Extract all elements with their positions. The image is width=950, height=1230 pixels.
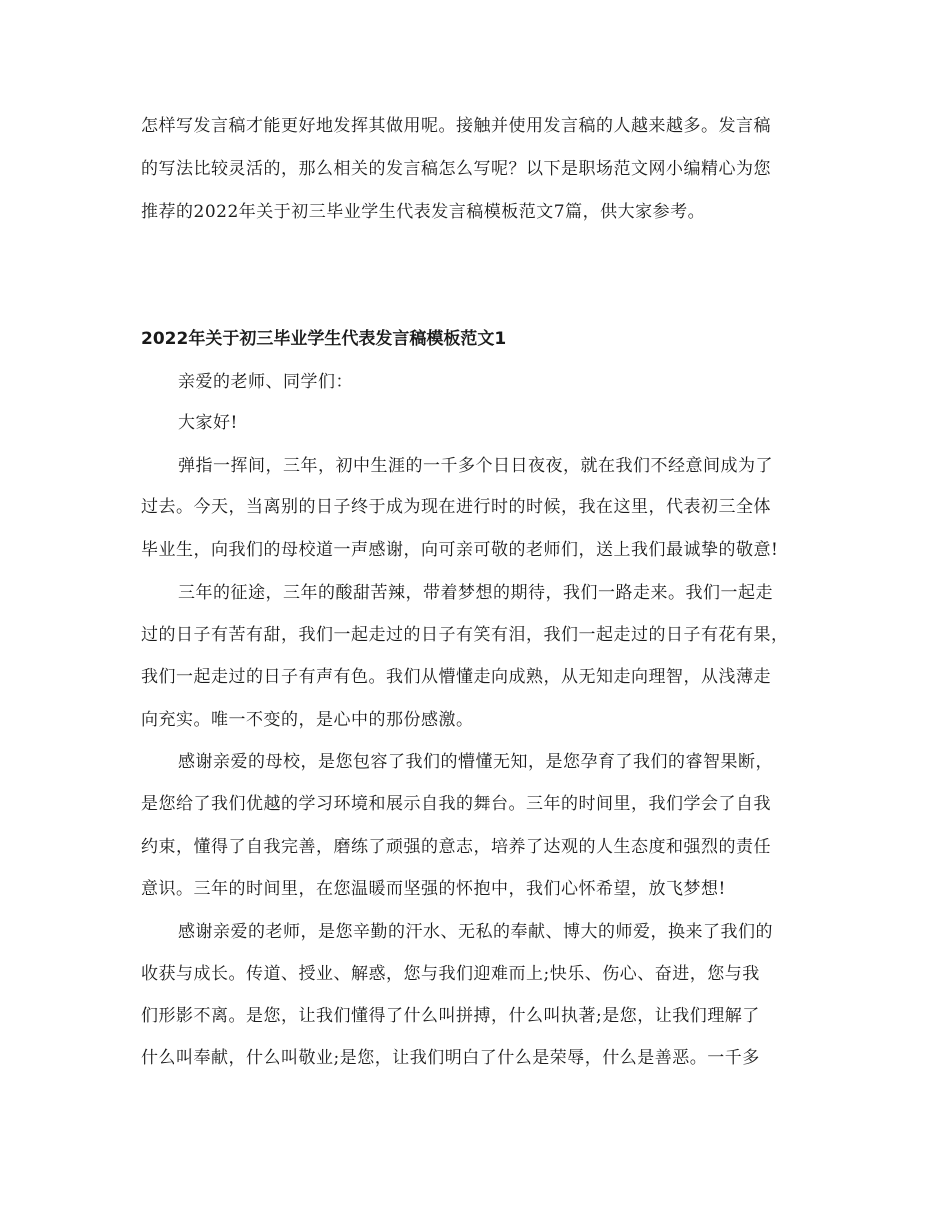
- salutation: 亲爱的老师、同学们：: [178, 372, 353, 392]
- intro-line-3: 推荐的2022年关于初三毕业学生代表发言稿模板范文7篇，供大家参考。: [141, 202, 706, 222]
- greeting: 大家好!: [178, 413, 238, 433]
- intro-line-2: 的写法比较灵活的，那么相关的发言稿怎么写呢？以下是职场范文网小编精心为您: [141, 159, 771, 179]
- body-line-12: 感谢亲爱的老师，是您辛勤的汗水、无私的奉献、博大的师爱，换来了我们的: [178, 922, 773, 942]
- body-line-14: 们形影不离。是您，让我们懂得了什么叫拼搏，什么叫执著;是您，让我们理解了: [141, 1006, 760, 1026]
- body-line-10: 约束，懂得了自我完善，磨练了顽强的意志，培养了达观的人生态度和强烈的责任: [141, 837, 771, 857]
- body-line-1: 弹指一挥间，三年，初中生涯的一千多个日日夜夜，就在我们不经意间成为了: [178, 456, 773, 476]
- body-line-11: 意识。三年的时间里，在您温暖而坚强的怀抱中，我们心怀希望，放飞梦想!: [141, 879, 726, 899]
- body-line-2: 过去。今天，当离别的日子终于成为现在进行时的时候，我在这里，代表初三全体: [141, 497, 771, 517]
- intro-line-1: 怎样写发言稿才能更好地发挥其做用呢。接触并使用发言稿的人越来越多。发言稿: [141, 116, 771, 136]
- body-line-3: 毕业生，向我们的母校道一声感谢，向可亲可敬的老师们，送上我们最诚挚的敬意!: [141, 540, 779, 560]
- body-line-13: 收获与成长。传道、授业、解惑，您与我们迎难而上;快乐、伤心、奋进，您与我: [141, 964, 760, 984]
- body-line-15: 什么叫奉献，什么叫敬业;是您，让我们明白了什么是荣辱，什么是善恶。一千多: [141, 1048, 760, 1068]
- body-line-9: 是您给了我们优越的学习环境和展示自我的舞台。三年的时间里，我们学会了自我: [141, 794, 771, 814]
- body-line-6: 我们一起走过的日子有声有色。我们从懵懂走向成熟，从无知走向理智，从浅薄走: [141, 667, 771, 687]
- body-line-5: 过的日子有苦有甜，我们一起走过的日子有笑有泪，我们一起走过的日子有花有果，: [141, 625, 789, 645]
- body-line-8: 感谢亲爱的母校，是您包容了我们的懵懂无知，是您孕育了我们的睿智果断，: [178, 752, 773, 772]
- section-title: 2022年关于初三毕业学生代表发言稿模板范文1: [141, 329, 507, 349]
- body-line-4: 三年的征途，三年的酸甜苦辣，带着梦想的期待，我们一路走来。我们一起走: [178, 583, 773, 603]
- body-line-7: 向充实。唯一不变的，是心中的那份感激。: [141, 710, 474, 730]
